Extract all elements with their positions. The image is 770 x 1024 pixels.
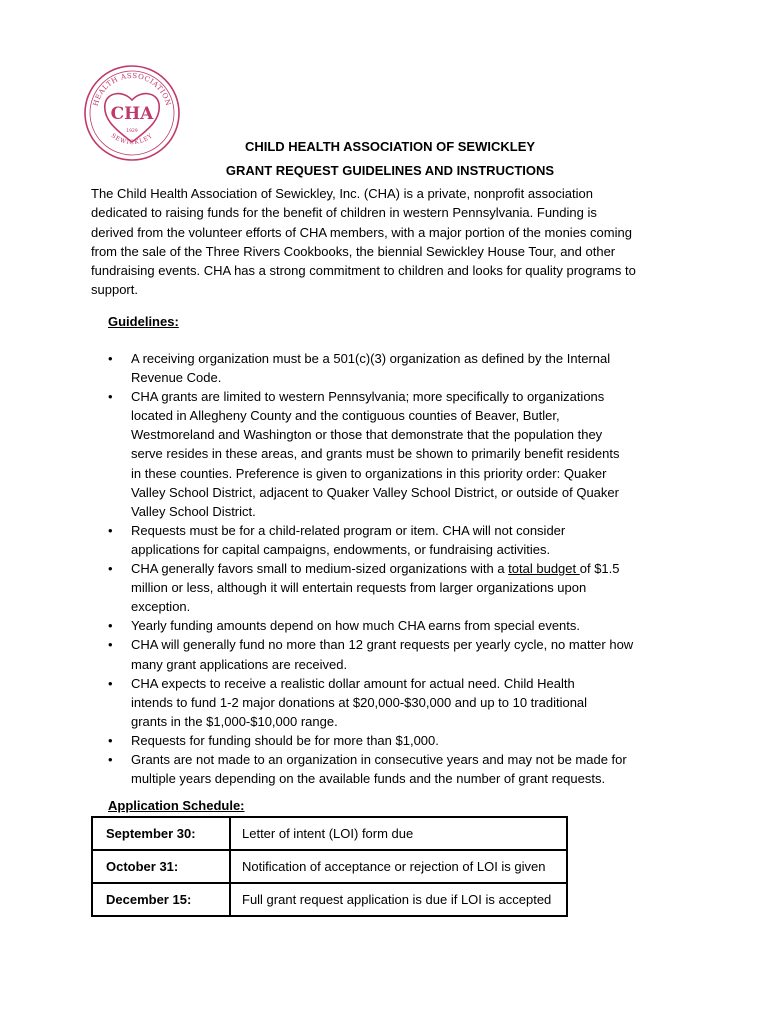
guidelines-heading: Guidelines: (108, 314, 179, 329)
list-item: • CHA expects to receive a realistic dollar amount for actual need. Child Health intends to fund 1-2 major donations at $20,000-$30,000 and up to 10 traditional grants in the $1,000-$10,000 range. (108, 674, 698, 731)
schedule-table (91, 816, 568, 917)
schedule-date: September 30: (92, 817, 230, 850)
table-row (92, 850, 567, 883)
list-item: • CHA grants are limited to western Pennsylvania; more specifically to organizations located in Allegheny County and the contiguous counties of Beaver, Butler, Westmoreland and Washington or those that demonstrate that the population they serve resides in these areas, and grants must be shown to primarily benefit residents in these counties. Preference is given to organizations in this priority order: Quaker Valley School District, adjacent to Quaker Valley School District, or outside of Quaker Valley School District. (108, 387, 698, 521)
table-row (92, 883, 567, 916)
total-budget-underline: total budget (508, 561, 580, 577)
list-item: • Grants are not made to an organization in consecutive years and may not be made for multiple years depending on the available funds and the number of grant requests. (108, 750, 698, 788)
list-item: • A receiving organization must be a 501(c)(3) organization as defined by the Internal Revenue Code. (108, 349, 698, 387)
list-item: • CHA generally favors small to medium-sized organizations with a total budget of $1.5 million or less, although it will entertain requests from larger organizations upon exception. (108, 559, 698, 616)
table-row (92, 817, 567, 850)
schedule-event: Full grant request application is due if LOI is accepted (230, 883, 567, 916)
logo-year: 1929 (126, 129, 138, 134)
list-item: • CHA will generally fund no more than 12 grant requests per yearly cycle, no matter how many grant applications are received. (108, 635, 698, 673)
schedule-event: Letter of intent (LOI) form due (230, 817, 567, 850)
schedule-date: December 15: (92, 883, 230, 916)
list-item: • Requests must be for a child-related program or item. CHA will not consider applications for capital campaigns, endowments, or fundraising activities. (108, 521, 698, 559)
schedule-heading: Application Schedule: (108, 798, 245, 813)
list-item: • Requests for funding should be for more than $1,000. (108, 731, 698, 750)
svg-text:SEWICKLEY: SEWICKLEY (109, 132, 155, 147)
svg-text:HEALTH ASSOCIATION: HEALTH ASSOCIATION (91, 71, 173, 108)
schedule-event: Notification of acceptance or rejection of LOI is given (230, 850, 567, 883)
guidelines-list (108, 349, 698, 788)
list-item: • Yearly funding amounts depend on how much CHA earns from special events. (108, 616, 698, 635)
doc-title-line2: GRANT REQUEST GUIDELINES AND INSTRUCTIONS (225, 163, 555, 178)
logo-text: CHA (110, 104, 154, 124)
doc-title-line1: CHILD HEALTH ASSOCIATION OF SEWICKLEY (244, 139, 536, 154)
intro-paragraph: The Child Health Association of Sewickley, Inc. (CHA) is a private, nonprofit association dedicated to raising funds for the benefit of children in western Pennsylvania. Funding is derived from the volunteer efforts of CHA members, with a major portion of the monies coming from the sale of the Three Rivers Cookbooks, the biennial Sewickley House Tour, and other fundraising events. CHA has a strong commitment to children and looks for quality programs to support. (91, 186, 636, 298)
schedule-date: October 31: (92, 850, 230, 883)
